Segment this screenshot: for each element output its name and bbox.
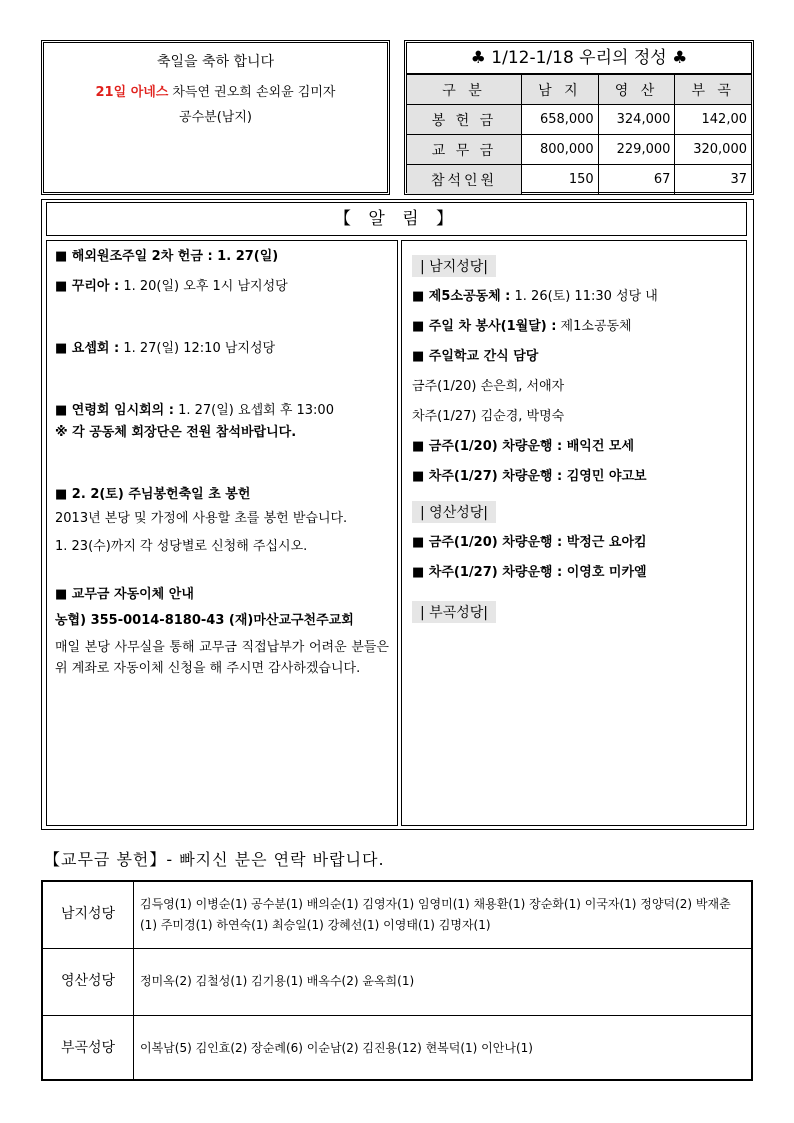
notice-item xyxy=(55,485,389,505)
offering-row xyxy=(407,105,751,135)
donation-names: 정미옥(2) 김철성(1) 김기용(1) 배옥수(2) 윤옥희(1) xyxy=(134,948,752,1015)
notice-item xyxy=(412,317,736,337)
church-tag-bugok: | 부곡성당| xyxy=(412,601,496,623)
offering-value: 142,00 xyxy=(675,105,751,135)
notice-title: ■ 교무금 자동이체 안내 xyxy=(55,587,194,602)
donation-names: 이복남(5) 김인효(2) 장순례(6) 이순남(2) 김진용(12) 현복덕(1) 이안나(1) xyxy=(134,1015,752,1081)
feast-day-names-2: 공수분(남지) xyxy=(179,110,252,125)
donation-row xyxy=(43,948,751,1015)
notice-item xyxy=(412,347,736,367)
notice-text: 1. 23(수)까지 각 성당별로 신청해 주십시오. xyxy=(55,539,308,554)
offering-row xyxy=(407,165,751,195)
offering-value: 320,000 xyxy=(675,135,751,165)
notice-item xyxy=(55,277,389,297)
donation-church: 남지성당 xyxy=(43,882,134,948)
donation-names: 김득영(1) 이병순(1) 공수분(1) 배의순(1) 김영자(1) 임영미(1) 채용환(1) 장순화(1) 이국자(1) 정양덕(2) 박재춘(1) 주미경(1) 하연숙(1) 최승일(1) 강혜선(1) 이영태(1) 김명자(1) xyxy=(134,882,752,948)
feast-day-names: 차득연 권오희 손외윤 김미자 xyxy=(172,85,336,100)
notices-box xyxy=(41,199,754,830)
notice-driver: ■ 차주(1/27) 차량운행 : 이영호 미카엘 xyxy=(412,565,647,580)
notice-driver: ■ 차주(1/27) 차량운행 : 김영민 야고보 xyxy=(412,469,647,484)
offering-title: ♣ 1/12-1/18 우리의 정성 ♣ xyxy=(407,43,751,74)
notice-title: ■ 2. 2(토) 주님봉헌축일 초 봉헌 xyxy=(55,487,251,502)
offering-value: 229,000 xyxy=(598,135,675,165)
church-tag-namji: | 남지성당| xyxy=(412,255,496,277)
offering-row-label: 참석인원 xyxy=(407,165,522,195)
donation-title: 【교무금 봉헌】- 빠지신 분은 연락 바랍니다. xyxy=(44,850,385,869)
offering-value: 324,000 xyxy=(598,105,675,135)
notice-item xyxy=(55,585,389,605)
notice-title: ■ 주일학교 간식 담당 xyxy=(412,349,539,364)
notice-account: 농협) 355-0014-8180-43 (재)마산교구천주교회 xyxy=(55,613,354,628)
offering-header-row xyxy=(407,75,751,105)
donation-table xyxy=(41,880,753,1081)
donation-church: 영산성당 xyxy=(43,948,134,1015)
notice-item xyxy=(412,533,736,553)
offering-header: 구 분 xyxy=(407,75,522,105)
offering-table xyxy=(407,74,751,194)
notice-label: ■ 요셉회 : xyxy=(55,341,120,356)
notice-item xyxy=(55,247,389,267)
notice-text: 제1소공동체 xyxy=(556,319,632,334)
notice-text: 1. 27(일) 요셉회 후 13:00 xyxy=(173,403,334,418)
notice-text: 1. 20(일) 오후 1시 남지성당 xyxy=(119,279,288,294)
offering-header: 남 지 xyxy=(522,75,599,105)
notice-note: ※ 각 공동체 회장단은 전원 참석바랍니다. xyxy=(55,425,297,440)
church-tag-yeongsan: | 영산성당| xyxy=(412,501,496,523)
notice-text: 2013년 본당 및 가정에 사용할 초를 봉헌 받습니다. xyxy=(55,511,348,526)
offering-value: 658,000 xyxy=(522,105,599,135)
notices-left-column xyxy=(46,240,398,826)
offering-value: 37 xyxy=(675,165,751,195)
donation-church: 부곡성당 xyxy=(43,1015,134,1081)
notice-driver: ■ 금주(1/20) 차량운행 : 박정근 요아킴 xyxy=(412,535,647,550)
notice-item xyxy=(55,611,389,631)
notice-item xyxy=(55,423,389,443)
notice-text: 1. 26(토) 11:30 성당 내 xyxy=(510,289,658,304)
notice-driver: ■ 금주(1/20) 차량운행 : 배익건 모세 xyxy=(412,439,635,454)
notice-item xyxy=(412,563,736,583)
offering-header: 영 산 xyxy=(598,75,675,105)
notice-text: 차주(1/27) 김순경, 박명숙 xyxy=(412,409,565,424)
feast-day-line xyxy=(44,81,387,100)
notice-label: ■ 꾸리아 : xyxy=(55,279,120,294)
donation-row xyxy=(43,882,751,948)
offering-box xyxy=(404,40,754,195)
offering-row-label: 봉 헌 금 xyxy=(407,105,522,135)
notice-label: ■ 제5소공동체 : xyxy=(412,289,511,304)
donation-row xyxy=(43,1015,751,1081)
notice-item xyxy=(412,467,736,487)
offering-header: 부 곡 xyxy=(675,75,751,105)
notice-text: 금주(1/20) 손은희, 서애자 xyxy=(412,379,565,394)
notice-item xyxy=(412,287,736,307)
feast-day-date-name: 21일 아네스 xyxy=(95,85,169,100)
notice-label: ■ 주일 차 봉사(1월달) : xyxy=(412,319,557,334)
offering-value: 800,000 xyxy=(522,135,599,165)
notice-item xyxy=(55,339,389,359)
notices-right-column xyxy=(401,240,747,826)
offering-value: 67 xyxy=(598,165,675,195)
notice-label: ■ 연령회 임시회의 : xyxy=(55,403,174,418)
offering-row-label: 교 무 금 xyxy=(407,135,522,165)
notice-overseas-aid: ■ 해외원조주일 2차 헌금 : 1. 27(일) xyxy=(55,249,279,264)
notices-header: 【 알 림 】 xyxy=(46,202,747,236)
offering-value: 150 xyxy=(522,165,599,195)
feast-day-box xyxy=(41,40,390,195)
feast-day-title: 축일을 축하 합니다 xyxy=(156,54,275,70)
notice-item xyxy=(55,401,389,421)
notice-item xyxy=(412,437,736,457)
offering-row xyxy=(407,135,751,165)
notice-text: 매일 본당 사무실을 통해 교무금 직접납부가 어려운 분들은 위 계좌로 자동이체 신청을 해 주시면 감사하겠습니다. xyxy=(55,640,389,676)
notice-text: 1. 27(일) 12:10 남지성당 xyxy=(119,341,276,356)
